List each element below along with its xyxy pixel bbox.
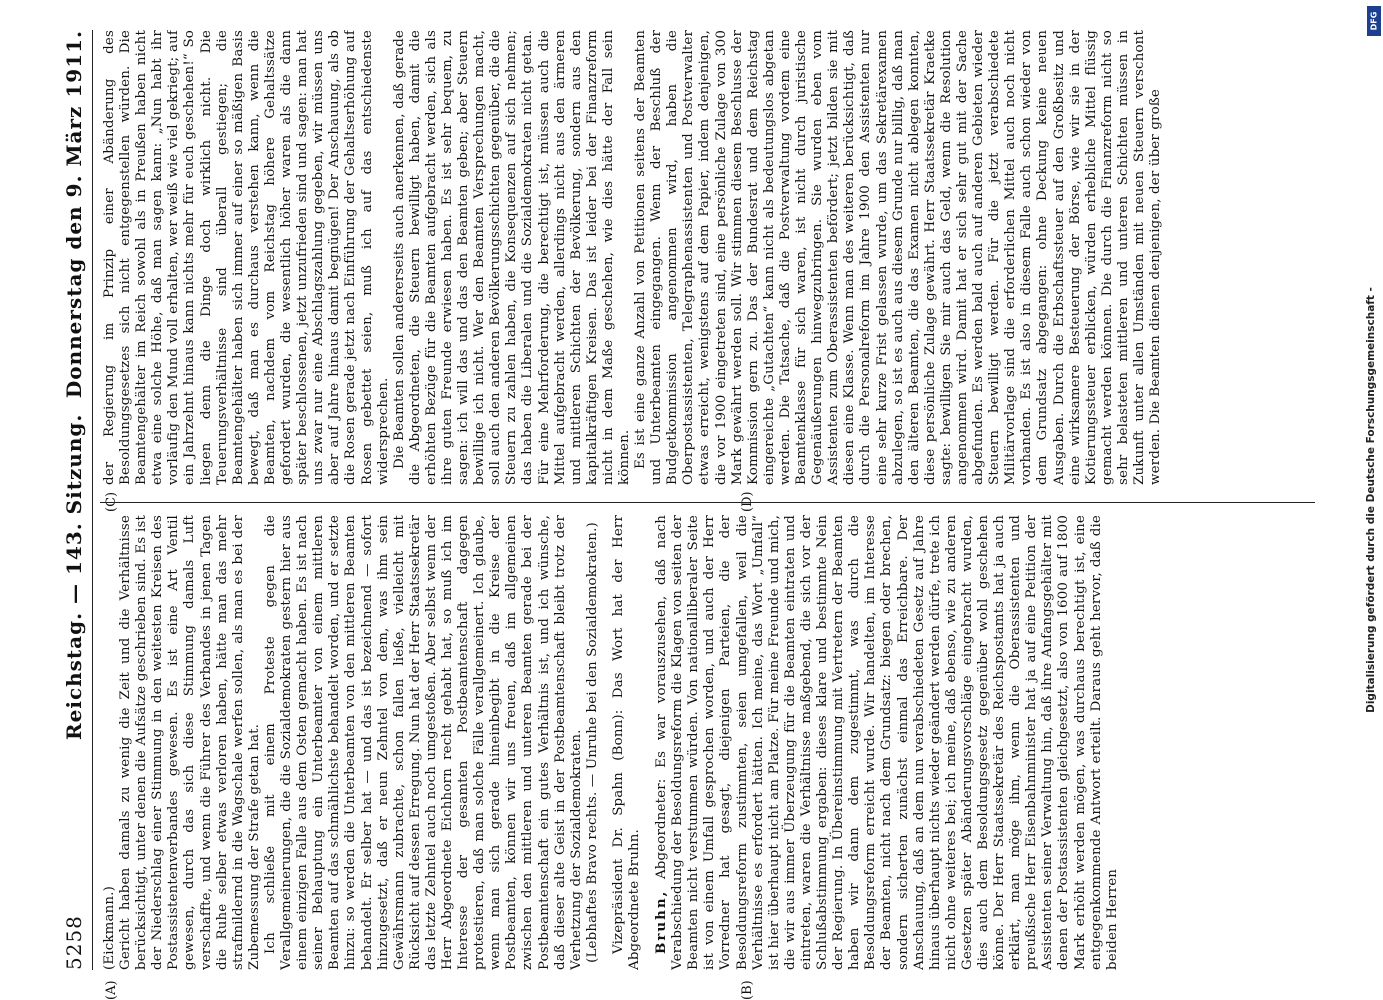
rotated-document-page	[40, 0, 1340, 1000]
speaker-continued: (Eickmann.)	[102, 886, 117, 970]
paragraph: Es ist eine ganze Anzahl von Petitionen seitens der Beamten und Unterbeamten eingegangen. Wenn der Beschluß der Budgetkommission angenommen wird, haben die Oberpostassistenten, Telegraphenassistenten und Postverwalter etwas erreicht, wenigstens auf dem Papier, indem denjenigen, die vor 1900 eingetreten sind, eine persönliche Zulage von 300 Mark gewährt werden soll. Wir stimmen diesem Beschlusse der Kommission gern zu. Das der Bundesrat und dem Reichstag eingereichte „Gutachten“ kann nicht als bedeutungslos abgetan werden. Die Tatsache, daß die Postverwaltung vordem eine Beamtenklasse für sich waren, ist nicht durch juristische Gegenäußerungen hinwegzubringen. Sie wurden eben vom Assistenten zum Oberassistenten befördert; jetzt bilden sie mit diesen eine Klasse. Wenn man des weiteren berücksichtigt, daß durch die Personalreform im Jahre 1900 den Assistenten nur eine sehr kurze Frist gelassen wurde, um das Sekretärexamen abzulegen, so ist es auch aus diesem Grunde nur billig, daß man den älteren Beamten, die das Examen nicht ablegen konnten, diese persönliche Zulage gewährt. Herr Staatssekretär Kraetke sagte: bewilligen Sie mir auch das Geld, wenn die Resolution angenommen wird. Damit hat er sich sehr gut mit der Sache abgefunden. Es werden bald auch auf anderen Gebieten wieder Steuern bewilligt werden. Für die jetzt verabschiedete Militärvorlage sind die erforderlichen Mittel auch noch nicht vorhanden. Es ist also in diesem Falle auch schon wieder von dem Grundsatz abgegangen: ohne Deckung keine neuen Ausgaben. Durch die Erbschaftssteuer auf den Großbesitz und eine wirksamere Besteuerung der Börse, wie wir sie in der Kotierungssteuer erblicken, würden erhebliche Mittel flüssig gemacht werden können. Die durch die Finanzreform nicht so sehr belasteten mittleren und unteren Schichten müssen in Zukunft unter allen Umständen mit neuen Steuern verschont werden. Die Beamten dienen denjenigen, der über große	[633, 30, 1164, 485]
page-header	[58, 30, 93, 970]
paragraph: Die Beamten sollen andererseits auch anerkennen, daß gerade die Abgeordneten, die Steuern bewilligt haben, damit die erhöhten Bezüge für die Beamten aufgebracht werden, sich als ihre guten Freunde erwiesen haben. Es ist sehr bequem, zu sagen: ich will das und das den Beamten geben; aber Steuern bewillige ich nicht. Wer den Beamten Versprechungen macht, soll auch den anderen Bevölkerungsschichten gegenüber, die die Steuern zu zahlen haben, die Konsequenzen auf sich nehmen; das haben die Liberalen und die Sozialdemokraten nicht getan. Für eine Mehrforderung, die berechtigt ist, müssen auch die Mittel aufgebracht werden, allerdings nicht aus den ärmeren und mittleren Schichten der Bevölkerung, sondern aus den kapitalkräftigen Kreisen. Das ist leider bei der Finanzreform nicht in dem Maße geschehen, wie dies hätte der Fall sein können.	[391, 30, 632, 485]
margin-marker-a: (A)	[104, 980, 119, 1000]
paragraph: Ich schließe mit einem Proteste gegen die Verallgemeinerungen, die die Sozialdemokraten gestern hier aus einem einzigen Falle aus dem Osten gemacht haben. Es ist nach seiner Behauptung ein Unterbeamter von einem mittleren Beamten auf das schmählichste behandelt worden, und er setzte hinzu: so werden die Unterbeamten von den mittleren Beamten behandelt. Er selber hat — und das ist bezeichnend — sofort hinzugesetzt, daß er neun Zehntel von dem, was ihm sein Gewährsmann zubrachte, schon fallen ließe, vielleicht mit Rücksicht auf dessen Erregung. Nun hat der Herr Staatssekretär das letzte Zehntel auch noch umgestoßen. Aber selbst wenn der Herr Abgeordnete Eichhorn recht gehabt hat, so muß ich im Interesse der gesamten Postbeamtenschaft dagegen protestieren, daß man solche Fälle verallgemeinert. Ich glaube, wenn man sich gerade hineinbegibt in die Kreise der Postbeamten, können wir uns freuen, daß im allgemeinen zwischen den mittleren und unteren Beamten gerade bei der Postbeamtenschaft ein gutes Verhältnis ist, und ich wünsche, daß dieser alte Geist in der Postbeamtenschaft bleibt trotz der Verhetzung der Sozialdemokraten.	[262, 515, 584, 970]
page-number: 5258	[62, 915, 86, 970]
header-date: Donnerstag den 9. März 1911.	[62, 30, 86, 399]
margin-marker-d: (D)	[740, 491, 755, 512]
stage-direction: (Lebhaftes Bravo rechts. — Unruhe bei den Sozialdemokraten.)	[584, 522, 600, 963]
speaker-name: Bruhn,	[653, 889, 670, 954]
dfg-logo-text: DFG	[1369, 11, 1379, 31]
paragraph: der Regierung im Prinzip einer Abänderung des Besoldungsgesetzes sich nicht entgegenstellen würden. Die Beamtengehälter im Reich sowohl als in Preußen haben nicht etwa eine solche Höhe, daß man sagen kann: „Nun habt ihr vorläufig den Mund voll erhalten, wer weiß wie viel gekriegt; auf ein Jahrzehnt hinaus kann nichts mehr für euch geschehen!“ So liegen denn die Dinge doch wirklich nicht. Die Teuerungsverhältnisse sind überall gestiegen; die Beamtengehälter haben sich immer auf einer so mäßigen Basis bewegt, daß man es durchaus verstehen kann, wenn die Beamten, nachdem vom Reichstag höhere Gehaltssätze gefordert wurden, die wesentlich höher waren als die dann später beschlossenen, jetzt unzufrieden sind und sagen: man hat uns zwar nur eine Abschlagszahlung gegeben, wir müssen uns aber auf Jahre hinaus damit begnügen! Der Anschauung, als ob die Rosen gerade jetzt nach Einführung der Gehaltserhöhung auf Rosen gebettet seien, muß ich auf das entschiedenste widersprechen.	[102, 30, 391, 485]
paragraph: Abgeordneter: Es war vorauszusehen, daß nach Verabschiedung der Besoldungsreform die Klagen von seiten der Beamten nicht verstummen würden. Von nationalliberaler Seite ist von einem Umfall gesprochen worden, und auch der Herr Vorredner hat gesagt, diejenigen Parteien, die der Besoldungsreform zustimmten, seien umgefallen, weil die Verhältnisse es erfordert hätten. Ich meine, das Wort „Umfall“ ist hier überhaupt nicht am Platze. Für meine Freunde und mich, die wir aus immer Überzeugung für die Beamten eintraten und eintreten, waren die Verhältnisse maßgebend, die sich vor der Schlußabstimmung ergaben: dieses klare und bestimmte Nein der Regierung. In Übereinstimmung mit Vertretern der Beamten haben wir dann dem zugestimmt, was durch die Besoldungsreform erreicht wurde. Wir handelten, im Interesse der Beamten, nicht nach dem Grundsatz: biegen oder brechen, sondern sicherten zunächst einmal das Erreichbare. Der Anschauung, daß an dem nun verabschiedeten Gesetz auf Jahre hinaus überhaupt nichts wieder geändert werden dürfe, trete ich nicht ohne weiteres bei; ich meine, daß ebenso, wie zu anderen Gesetzen später Abänderungsvorschläge eingebracht wurden, dies auch dem Besoldungsgesetz gegenüber wohl geschehen könne. Der Herr Staatssekretär des Reichspostamts hat ja auch erklärt, man möge ihm, wenn die Oberassistenten und preußische Herr Eisenbahnminister hat ja auf eine Petition der Assistenten seiner Verwaltung hin, daß ihre Anfangsgehälter mit denen der Postassistenten gleichgesetzt, also von 1600 auf 1800 Mark erhöht werden mögen, was durchaus berechtigt ist, eine entgegenkommende Antwort erteilt. Daraus geht hervor, daß die beiden Herren	[654, 515, 1120, 970]
president-remark: Vizepräsident Dr. Spahn (Bonn): Das Wort hat der Herr Abgeordnete Bruhn.	[610, 515, 642, 970]
attribution-text: Digitalisierung gefördert durch die Deutsche Forschungsgemeinschaft -	[1365, 287, 1377, 713]
column-divider	[100, 502, 1315, 503]
left-column	[102, 515, 1317, 970]
right-column	[102, 30, 1317, 485]
digitization-attribution	[1363, 0, 1379, 1000]
margin-marker-b: (B)	[740, 980, 755, 1000]
margin-marker-c: (C)	[104, 491, 119, 512]
header-session: Reichstag. — 143. Sitzung.	[62, 413, 86, 740]
paragraph: Gericht haben damals zu wenig die Zeit und die Verhältnisse berücksichtigt, unter denen die Aufsätze geschrieben sind. Es ist der Niederschlag einer Stimmung in den weitesten Kreisen des Postassistentenverbandes gewesen. Es ist eine Art Ventil gewesen, durch das sich diese Stimmung damals Luft verschaffte, und wenn die Führer des Verbandes in jenen Tagen die Ruhe selber etwas verloren haben, hätte man das mehr strafmildernd in die Wagschale werfen sollen, als man es bei der Zubemessung der Strafe getan hat.	[118, 515, 262, 970]
